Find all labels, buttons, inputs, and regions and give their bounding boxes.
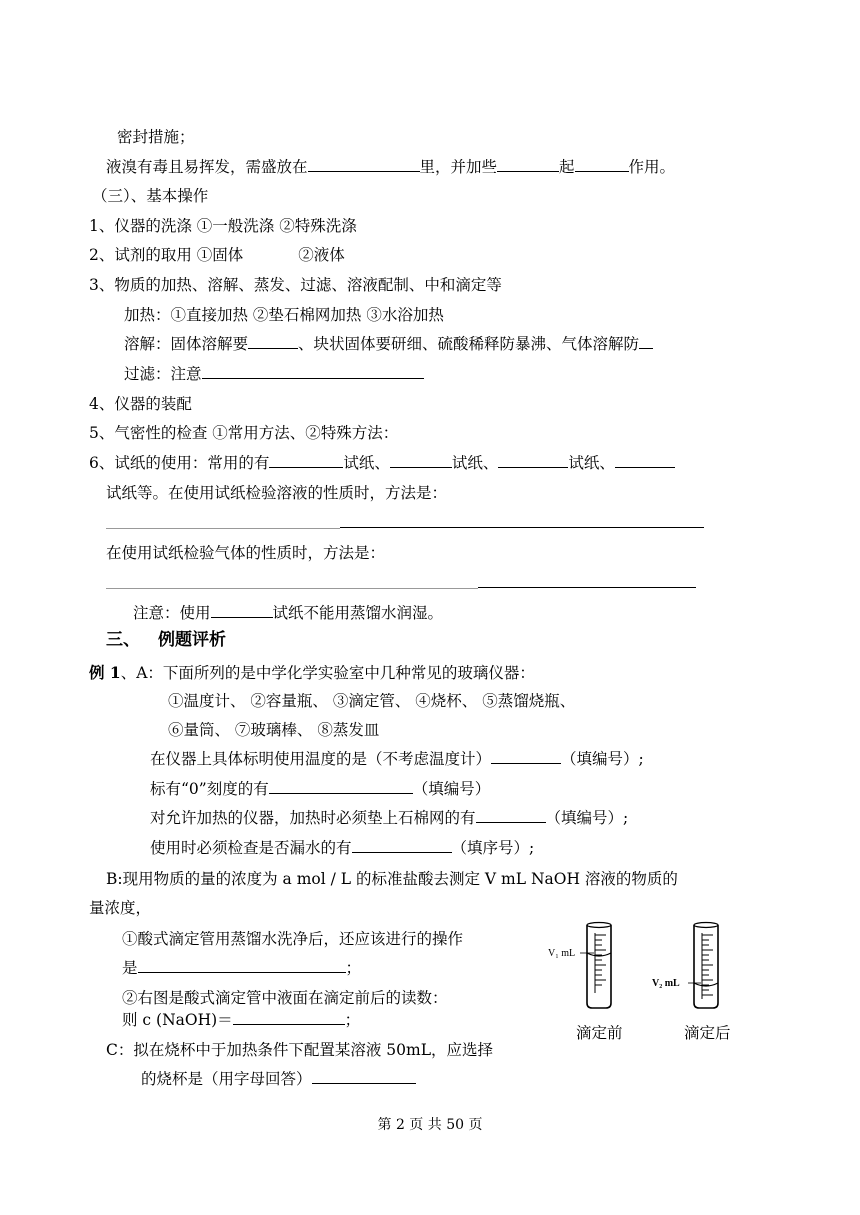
page-footer: 第 2 页 共 50 页: [377, 1117, 483, 1133]
line-test-solution: 试纸等。在使用试纸检验溶液的性质时，方法是：: [106, 484, 448, 502]
part-b-step1: ①酸式滴定管用蒸馏水洗净后，还应该进行的操作: [122, 930, 464, 948]
instrument-list-2: ⑥量筒、 ⑦玻璃棒、 ⑧蒸发皿: [168, 721, 380, 739]
v2-label: V₂ mL: [652, 978, 680, 989]
question-zero-mark: 标有“0”刻度的有 （填编号）: [150, 780, 491, 798]
item-test-paper: 6、试纸的使用：常用的有 试纸、 试纸、 试纸、: [89, 453, 675, 473]
question-temperature: 在仪器上具体标明使用温度的是（不考虑温度计） （填编号）;: [150, 750, 644, 768]
item-heating: 3、物质的加热、溶解、蒸发、过滤、溶液配制、中和滴定等: [89, 276, 502, 294]
burette-before: [580, 923, 611, 1009]
line-filtering: 过滤：注意: [124, 364, 424, 384]
line-note: 注意：使用 试纸不能用蒸馏水润湿。: [133, 604, 444, 622]
section-heading: 三、 例题评析: [106, 630, 226, 650]
burette-figure: [540, 915, 750, 1015]
item-airtightness: 5、气密性的检查 ①常用方法、②特殊方法：: [89, 424, 399, 442]
answer-line-2b: [478, 587, 696, 588]
line-seal: 密封措施；: [117, 128, 195, 146]
example-intro: 例 1、A：下面所列的是中学化学实验室中几种常见的玻璃仪器：: [89, 663, 535, 682]
caption-before: 滴定前: [576, 1024, 623, 1042]
part-b-step1-answer: 是 ；: [122, 959, 362, 977]
part-c-line1: C：拟在烧杯中于加热条件下配置某溶液 50mL，应选择: [106, 1041, 494, 1059]
burette-after: [688, 923, 718, 1009]
part-b-line1: B:现用物质的量的浓度为 a mol / L 的标准盐酸去测定 V mL NaOH 溶液的物质的: [106, 870, 678, 888]
part-b-step2: ②右图是酸式滴定管中液面在滴定前后的读数：: [122, 989, 448, 1007]
part-b-step2-answer: 则 c (NaOH)＝ ；: [122, 1011, 361, 1029]
answer-line-1b: [340, 527, 704, 528]
line-test-gas: 在使用试纸检验气体的性质时，方法是：: [106, 544, 386, 562]
question-leak: 使用时必须检查是否漏水的有 （填序号）;: [150, 839, 535, 857]
item-reagents: 2、试剂的取用 ①固体 ②液体: [89, 246, 345, 264]
instrument-list-1: ①温度计、 ②容量瓶、 ③滴定管、 ④烧杯、 ⑤蒸馏烧瓶、: [168, 692, 576, 710]
caption-after: 滴定后: [684, 1024, 731, 1042]
line-bromine: 液溴有毒且易挥发，需盛放在 里，并加些 起 作用。: [106, 158, 676, 176]
line-heating-methods: 加热：①直接加热 ②垫石棉网加热 ③水浴加热: [124, 306, 444, 324]
answer-line-2a: [106, 588, 478, 589]
part-c-line2: 的烧杯是（用字母回答）: [141, 1069, 416, 1089]
question-asbestos: 对允许加热的仪器，加热时必须垫上石棉网的有 （填编号）;: [150, 809, 629, 827]
subsection-basic-ops: （三）、基本操作: [92, 187, 209, 205]
item-washing: 1、仪器的洗涤 ①一般洗涤 ②特殊洗涤: [89, 217, 357, 235]
line-dissolving: 溶解：固体溶解要 、块状固体要研细、硫酸稀释防暴沸、气体溶解防: [124, 334, 653, 354]
item-assembly: 4、仪器的装配: [89, 395, 192, 413]
v1-label: V₁ mL: [548, 948, 576, 959]
part-b-line2: 量浓度，: [89, 899, 152, 917]
answer-line-1a: [106, 528, 340, 529]
